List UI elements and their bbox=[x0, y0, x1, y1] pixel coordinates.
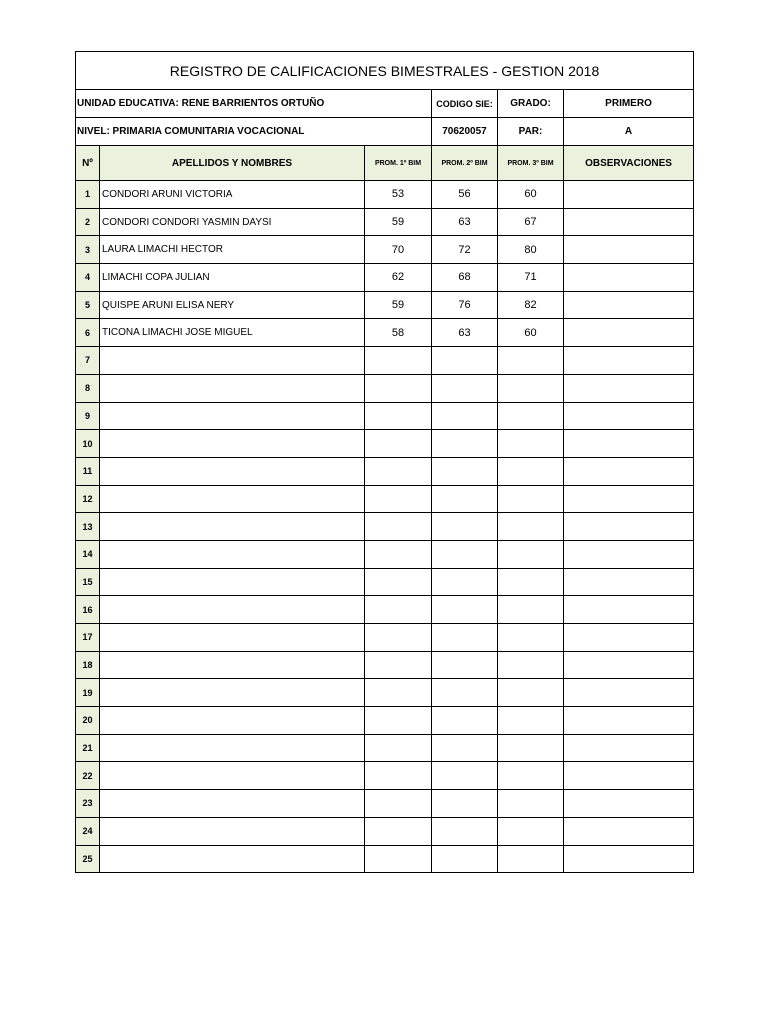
grade-bim-2 bbox=[432, 624, 498, 652]
student-name: CONDORI CONDORI YASMIN DAYSI bbox=[100, 208, 365, 236]
grade-bim-2 bbox=[432, 762, 498, 790]
observaciones-cell bbox=[564, 568, 694, 596]
grade-bim-3 bbox=[498, 651, 564, 679]
grade-bim-1 bbox=[365, 596, 432, 624]
student-name bbox=[100, 817, 365, 845]
grade-bim-1 bbox=[365, 817, 432, 845]
row-number: 3 bbox=[76, 236, 100, 264]
observaciones-cell bbox=[564, 762, 694, 790]
observaciones-cell bbox=[564, 319, 694, 347]
row-number: 7 bbox=[76, 347, 100, 375]
row-number: 15 bbox=[76, 568, 100, 596]
table-row bbox=[76, 181, 694, 209]
grade-bim-3 bbox=[498, 513, 564, 541]
observaciones-cell bbox=[564, 707, 694, 735]
row-number: 21 bbox=[76, 734, 100, 762]
unidad-educativa-label: UNIDAD EDUCATIVA: RENE BARRIENTOS ORTUÑO bbox=[76, 90, 432, 118]
header-bim-1: PROM. 1º BIM bbox=[365, 146, 432, 181]
table-row bbox=[76, 319, 694, 347]
grade-bim-1 bbox=[365, 402, 432, 430]
grade-bim-2 bbox=[432, 430, 498, 458]
codigo-sie-label: CODIGO SIE: bbox=[432, 90, 498, 118]
student-name bbox=[100, 347, 365, 375]
grade-bim-1: 59 bbox=[365, 208, 432, 236]
grade-bim-1: 62 bbox=[365, 264, 432, 292]
row-number: 20 bbox=[76, 707, 100, 735]
table-row bbox=[76, 596, 694, 624]
observaciones-cell bbox=[564, 236, 694, 264]
header-observaciones: OBSERVACIONES bbox=[564, 146, 694, 181]
grade-bim-1 bbox=[365, 651, 432, 679]
student-name bbox=[100, 513, 365, 541]
codigo-sie-value: 70620057 bbox=[432, 118, 498, 146]
table-row bbox=[76, 264, 694, 292]
observaciones-cell bbox=[564, 790, 694, 818]
student-name bbox=[100, 430, 365, 458]
grade-bim-1 bbox=[365, 624, 432, 652]
row-number: 10 bbox=[76, 430, 100, 458]
grade-bim-3 bbox=[498, 679, 564, 707]
grade-bim-1 bbox=[365, 457, 432, 485]
table-row bbox=[76, 845, 694, 873]
table-row bbox=[76, 707, 694, 735]
grade-bim-1: 53 bbox=[365, 181, 432, 209]
header-number: Nº bbox=[76, 146, 100, 181]
table-row bbox=[76, 817, 694, 845]
par-label: PAR: bbox=[498, 118, 564, 146]
grade-bim-3 bbox=[498, 430, 564, 458]
row-number: 8 bbox=[76, 374, 100, 402]
student-name bbox=[100, 624, 365, 652]
student-name: CONDORI ARUNI VICTORIA bbox=[100, 181, 365, 209]
grade-bim-3: 60 bbox=[498, 319, 564, 347]
observaciones-cell bbox=[564, 513, 694, 541]
table-row bbox=[76, 374, 694, 402]
grade-bim-2: 68 bbox=[432, 264, 498, 292]
observaciones-cell bbox=[564, 374, 694, 402]
grade-bim-1 bbox=[365, 540, 432, 568]
observaciones-cell bbox=[564, 457, 694, 485]
grade-bim-2 bbox=[432, 707, 498, 735]
row-number: 1 bbox=[76, 181, 100, 209]
observaciones-cell bbox=[564, 624, 694, 652]
student-name bbox=[100, 596, 365, 624]
observaciones-cell bbox=[564, 208, 694, 236]
grade-bim-2 bbox=[432, 679, 498, 707]
grade-bim-2: 63 bbox=[432, 208, 498, 236]
row-number: 19 bbox=[76, 679, 100, 707]
grade-bim-2 bbox=[432, 402, 498, 430]
student-name bbox=[100, 679, 365, 707]
grade-bim-3 bbox=[498, 568, 564, 596]
student-name: TICONA LIMACHI JOSE MIGUEL bbox=[100, 319, 365, 347]
grade-bim-1 bbox=[365, 374, 432, 402]
observaciones-cell bbox=[564, 596, 694, 624]
grade-bim-2 bbox=[432, 651, 498, 679]
grade-bim-2 bbox=[432, 845, 498, 873]
grade-bim-3 bbox=[498, 817, 564, 845]
student-name bbox=[100, 707, 365, 735]
row-number: 16 bbox=[76, 596, 100, 624]
grade-bim-3 bbox=[498, 347, 564, 375]
grade-bim-1 bbox=[365, 568, 432, 596]
grade-bim-1 bbox=[365, 734, 432, 762]
grade-bim-2 bbox=[432, 734, 498, 762]
table-row bbox=[76, 679, 694, 707]
row-number: 4 bbox=[76, 264, 100, 292]
row-number: 14 bbox=[76, 540, 100, 568]
grade-bim-3 bbox=[498, 734, 564, 762]
grade-bim-3 bbox=[498, 540, 564, 568]
observaciones-cell bbox=[564, 347, 694, 375]
header-bim-3: PROM. 3º BIM bbox=[498, 146, 564, 181]
table-row bbox=[76, 790, 694, 818]
grado-value: PRIMERO bbox=[564, 90, 694, 118]
table-row bbox=[76, 624, 694, 652]
grade-bim-3: 80 bbox=[498, 236, 564, 264]
header-bim-2: PROM. 2º BIM bbox=[432, 146, 498, 181]
table-row bbox=[76, 208, 694, 236]
student-name: LIMACHI COPA JULIAN bbox=[100, 264, 365, 292]
observaciones-cell bbox=[564, 651, 694, 679]
grade-bim-3: 82 bbox=[498, 291, 564, 319]
table-row bbox=[76, 513, 694, 541]
table-row bbox=[76, 485, 694, 513]
grade-bim-1 bbox=[365, 430, 432, 458]
grade-bim-2 bbox=[432, 790, 498, 818]
row-number: 24 bbox=[76, 817, 100, 845]
grade-bim-3 bbox=[498, 762, 564, 790]
grade-bim-3: 71 bbox=[498, 264, 564, 292]
student-name bbox=[100, 540, 365, 568]
grade-bim-2 bbox=[432, 568, 498, 596]
nivel-label: NIVEL: PRIMARIA COMUNITARIA VOCACIONAL bbox=[76, 118, 432, 146]
table-row bbox=[76, 236, 694, 264]
observaciones-cell bbox=[564, 734, 694, 762]
student-name bbox=[100, 402, 365, 430]
grade-bim-3 bbox=[498, 707, 564, 735]
student-name bbox=[100, 651, 365, 679]
grades-register-table bbox=[75, 51, 694, 873]
table-row bbox=[76, 402, 694, 430]
grade-bim-3 bbox=[498, 624, 564, 652]
table-row bbox=[76, 540, 694, 568]
table-row bbox=[76, 734, 694, 762]
row-number: 5 bbox=[76, 291, 100, 319]
grade-bim-1 bbox=[365, 485, 432, 513]
row-number: 13 bbox=[76, 513, 100, 541]
row-number: 17 bbox=[76, 624, 100, 652]
table-row bbox=[76, 651, 694, 679]
row-number: 6 bbox=[76, 319, 100, 347]
student-name bbox=[100, 568, 365, 596]
student-name: LAURA LIMACHI HECTOR bbox=[100, 236, 365, 264]
row-number: 23 bbox=[76, 790, 100, 818]
student-name bbox=[100, 457, 365, 485]
grade-bim-1 bbox=[365, 707, 432, 735]
grade-bim-3 bbox=[498, 596, 564, 624]
observaciones-cell bbox=[564, 845, 694, 873]
info-row-unidad bbox=[76, 90, 694, 118]
grade-bim-3 bbox=[498, 485, 564, 513]
grade-bim-2: 72 bbox=[432, 236, 498, 264]
grade-bim-2 bbox=[432, 485, 498, 513]
observaciones-cell bbox=[564, 430, 694, 458]
grade-bim-3: 60 bbox=[498, 181, 564, 209]
par-value: A bbox=[564, 118, 694, 146]
grade-bim-2 bbox=[432, 513, 498, 541]
grade-bim-1 bbox=[365, 513, 432, 541]
row-number: 2 bbox=[76, 208, 100, 236]
header-names: APELLIDOS Y NOMBRES bbox=[100, 146, 365, 181]
grade-bim-2: 63 bbox=[432, 319, 498, 347]
table-row bbox=[76, 457, 694, 485]
table-row bbox=[76, 762, 694, 790]
student-name bbox=[100, 790, 365, 818]
grade-bim-3 bbox=[498, 845, 564, 873]
observaciones-cell bbox=[564, 181, 694, 209]
grade-bim-2 bbox=[432, 374, 498, 402]
grade-bim-3: 67 bbox=[498, 208, 564, 236]
student-name bbox=[100, 374, 365, 402]
row-number: 12 bbox=[76, 485, 100, 513]
observaciones-cell bbox=[564, 817, 694, 845]
grade-bim-1 bbox=[365, 790, 432, 818]
grade-bim-3 bbox=[498, 457, 564, 485]
column-header-row bbox=[76, 146, 694, 181]
grade-bim-2 bbox=[432, 457, 498, 485]
student-name bbox=[100, 734, 365, 762]
table-row bbox=[76, 430, 694, 458]
observaciones-cell bbox=[564, 485, 694, 513]
table-row bbox=[76, 347, 694, 375]
grade-bim-2 bbox=[432, 596, 498, 624]
student-name bbox=[100, 762, 365, 790]
row-number: 25 bbox=[76, 845, 100, 873]
observaciones-cell bbox=[564, 540, 694, 568]
table-row bbox=[76, 568, 694, 596]
grade-bim-2: 76 bbox=[432, 291, 498, 319]
observaciones-cell bbox=[564, 402, 694, 430]
grade-bim-2: 56 bbox=[432, 181, 498, 209]
row-number: 11 bbox=[76, 457, 100, 485]
table-row bbox=[76, 291, 694, 319]
grade-bim-1 bbox=[365, 845, 432, 873]
grade-bim-3 bbox=[498, 374, 564, 402]
grade-bim-2 bbox=[432, 347, 498, 375]
student-name bbox=[100, 485, 365, 513]
grade-bim-1 bbox=[365, 679, 432, 707]
grade-bim-3 bbox=[498, 402, 564, 430]
row-number: 9 bbox=[76, 402, 100, 430]
row-number: 22 bbox=[76, 762, 100, 790]
observaciones-cell bbox=[564, 291, 694, 319]
grade-bim-3 bbox=[498, 790, 564, 818]
grade-bim-1: 58 bbox=[365, 319, 432, 347]
grado-label: GRADO: bbox=[498, 90, 564, 118]
student-name: QUISPE ARUNI ELISA NERY bbox=[100, 291, 365, 319]
grade-bim-2 bbox=[432, 817, 498, 845]
info-row-nivel bbox=[76, 118, 694, 146]
observaciones-cell bbox=[564, 264, 694, 292]
row-number: 18 bbox=[76, 651, 100, 679]
sheet-title: REGISTRO DE CALIFICACIONES BIMESTRALES - GESTION 2018 bbox=[76, 52, 694, 90]
grade-bim-1: 59 bbox=[365, 291, 432, 319]
grade-bim-2 bbox=[432, 540, 498, 568]
observaciones-cell bbox=[564, 679, 694, 707]
grade-bim-1 bbox=[365, 347, 432, 375]
grade-bim-1: 70 bbox=[365, 236, 432, 264]
student-name bbox=[100, 845, 365, 873]
grade-bim-1 bbox=[365, 762, 432, 790]
